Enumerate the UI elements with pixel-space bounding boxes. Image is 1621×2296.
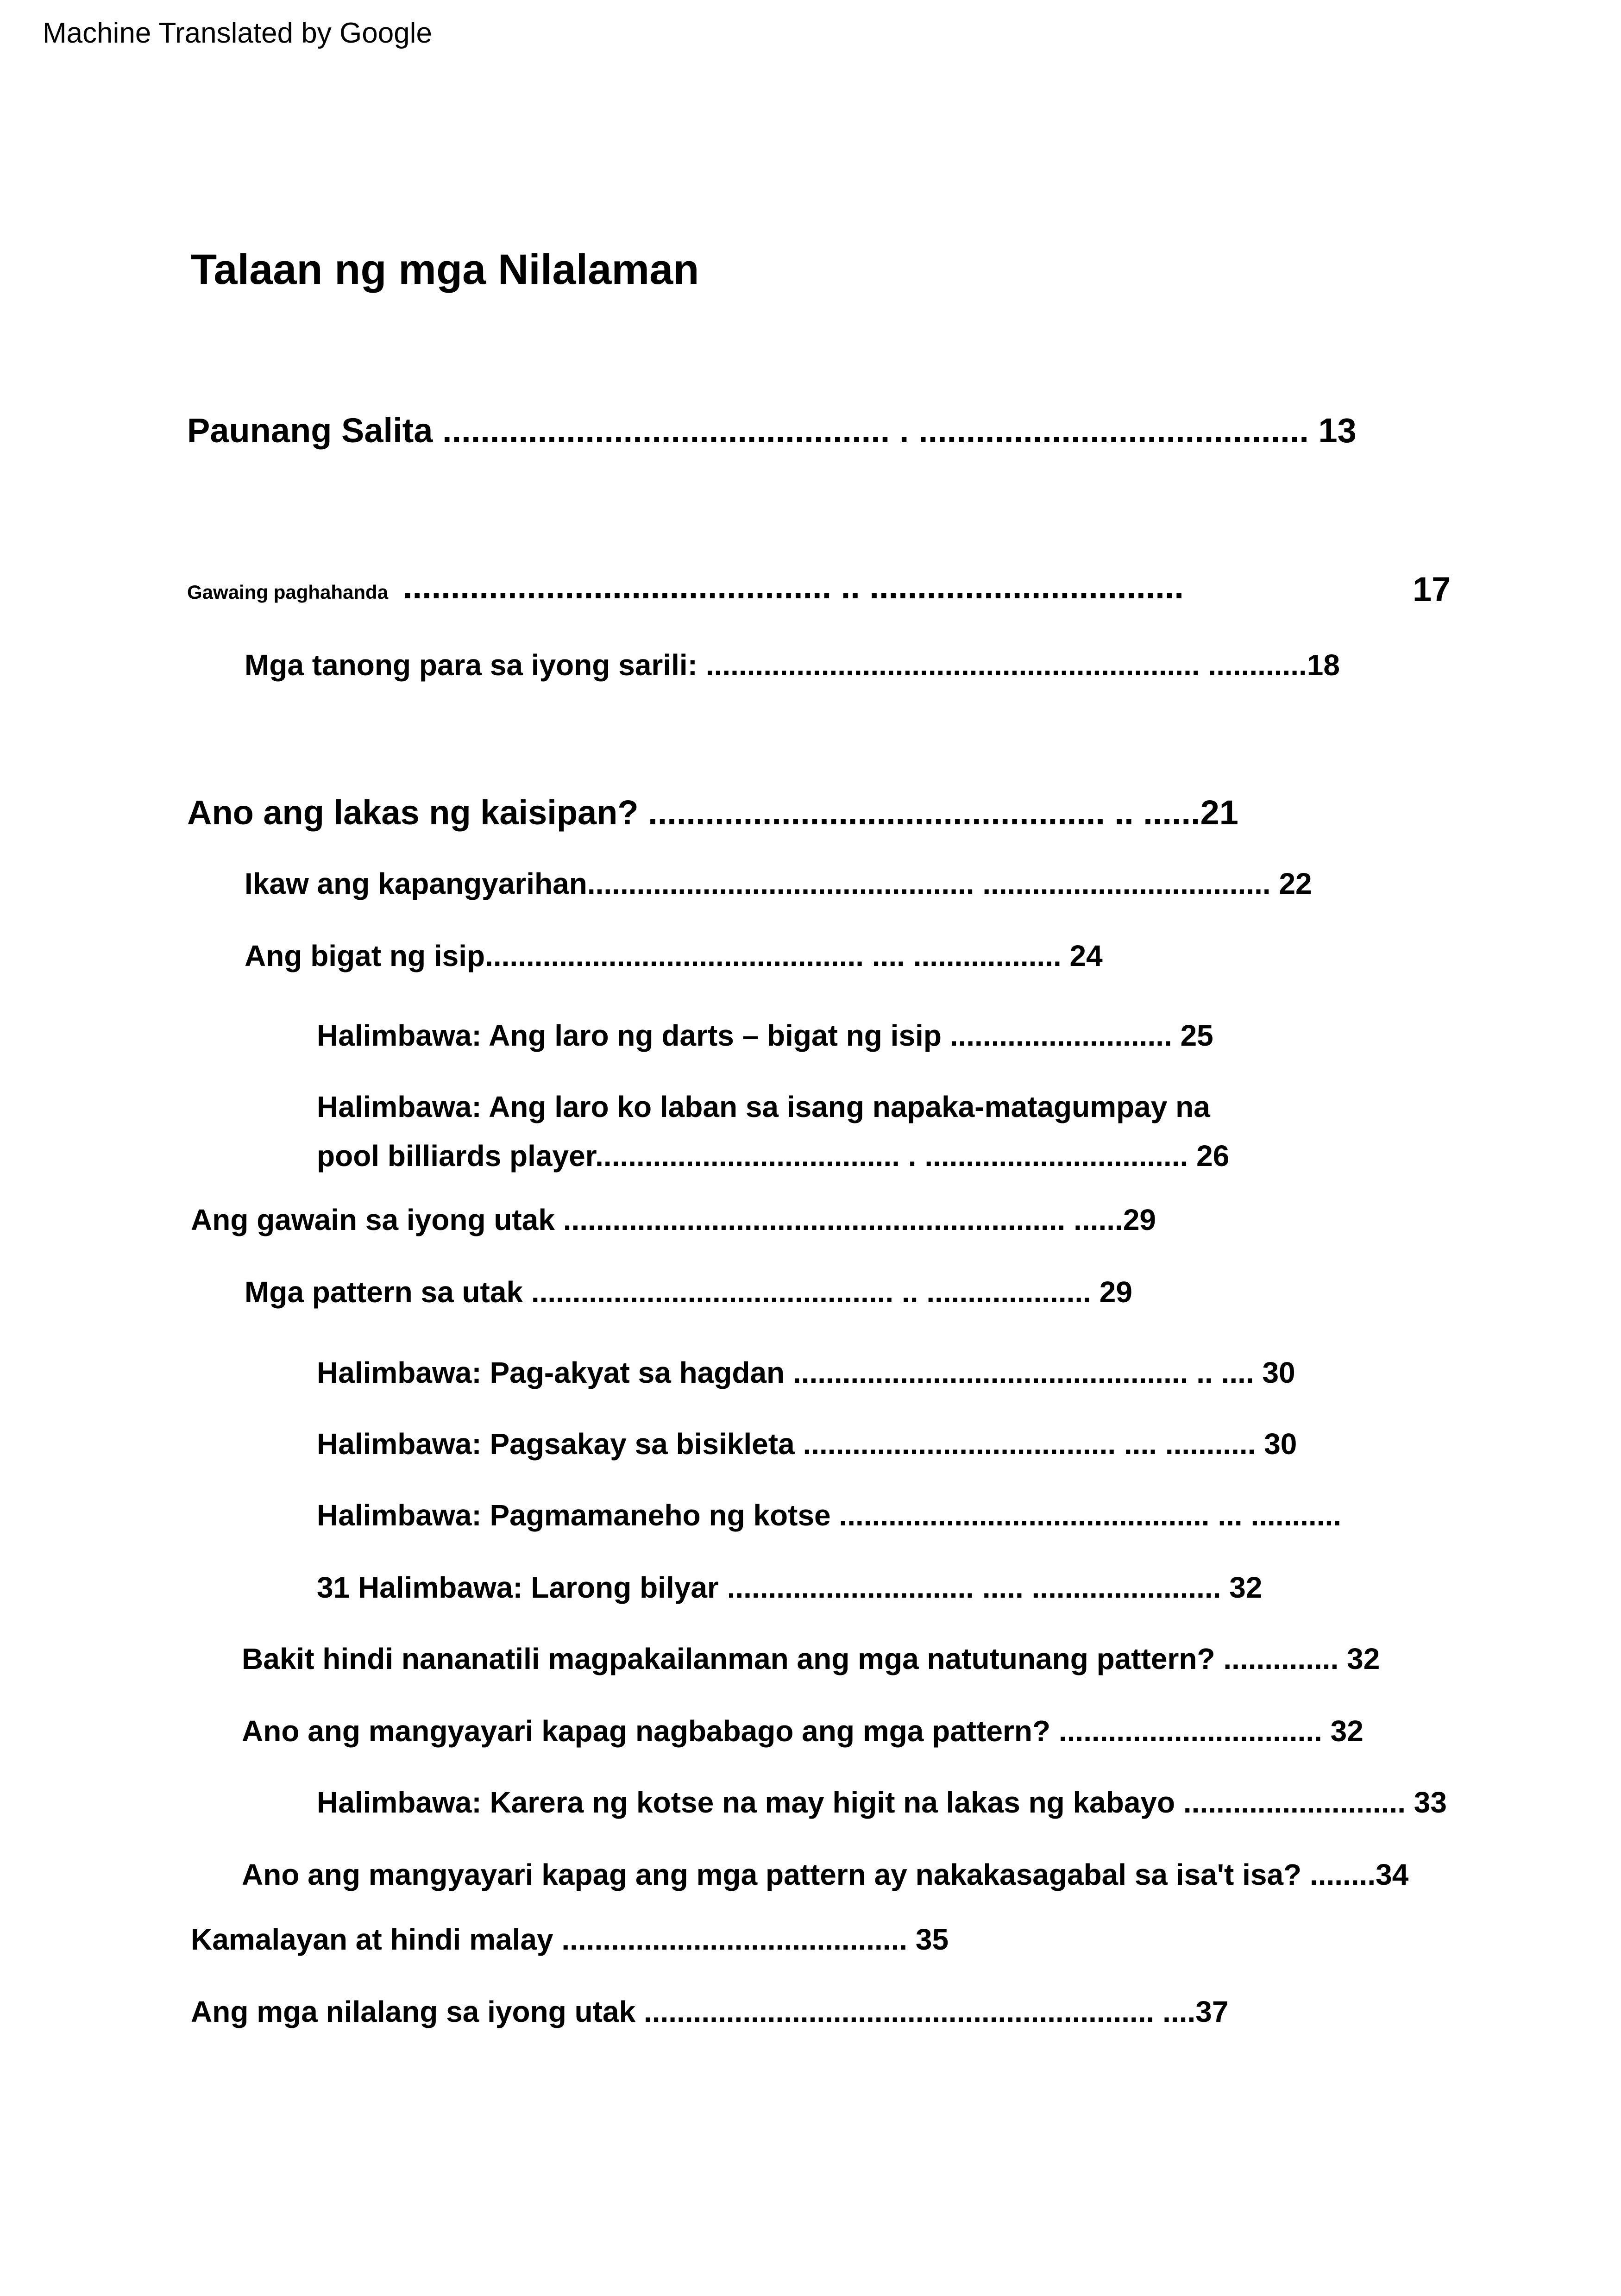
toc-entry-paunang-salita[interactable]: Paunang Salita ............................................... . ......................................... 13 bbox=[187, 411, 1357, 450]
machine-translation-header: Machine Translated by Google bbox=[43, 17, 432, 49]
toc-entry-mga-tanong[interactable]: Mga tanong para sa iyong sarili: ............................................................ ............18 bbox=[245, 648, 1340, 682]
toc-entry-nilalang-sa-utak[interactable]: Ang mga nilalang sa iyong utak .............................................................. ....37 bbox=[191, 1995, 1229, 2028]
toc-entry-gawaing-paghahanda-label[interactable]: Gawaing paghahanda bbox=[187, 581, 389, 603]
toc-entry-pagsakay-sa-bisikleta[interactable]: Halimbawa: Pagsakay sa bisikleta ...................................... .... ........... 30 bbox=[317, 1427, 1297, 1461]
page-title: Talaan ng mga Nilalaman bbox=[191, 246, 699, 293]
toc-entry-gawaing-paghahanda-page[interactable]: 17 bbox=[1413, 570, 1451, 609]
toc-entry-lakas-ng-kaisipan[interactable]: Ano ang lakas ng kaisipan? ................................................ .. ......21 bbox=[187, 793, 1238, 832]
toc-entry-ikaw-ang-kapangyarihan[interactable]: Ikaw ang kapangyarihan............................................... ................................... 22 bbox=[245, 867, 1312, 900]
toc-entry-laro-ko-laban-line1[interactable]: Halimbawa: Ang laro ko laban sa isang napaka-matagumpay na bbox=[317, 1090, 1210, 1123]
toc-entry-laro-ko-laban-line2[interactable]: pool billiards player..................................... . ................................ 26 bbox=[317, 1139, 1230, 1173]
toc-entry-laro-ng-darts[interactable]: Halimbawa: Ang laro ng darts – bigat ng isip ........................... 25 bbox=[317, 1019, 1213, 1052]
toc-entry-pagmamaneho-ng-kotse[interactable]: Halimbawa: Pagmamaneho ng kotse ............................................. ... ........... bbox=[317, 1499, 1342, 1532]
toc-entry-nagbabago-ang-pattern[interactable]: Ano ang mangyayari kapag nagbabago ang mga pattern? ................................ 32 bbox=[242, 1714, 1363, 1748]
toc-entry-bigat-ng-isip[interactable]: Ang bigat ng isip.............................................. .... .................. 24 bbox=[245, 939, 1103, 972]
toc-entry-larong-bilyar[interactable]: 31 Halimbawa: Larong bilyar .............................. ..... ....................... 32 bbox=[317, 1571, 1263, 1604]
toc-entry-gawaing-paghahanda-leader: ............................................. .. ................................. bbox=[403, 567, 1184, 606]
toc-entry-gawain-sa-utak[interactable]: Ang gawain sa iyong utak ............................................................. ......29 bbox=[191, 1203, 1156, 1236]
toc-entry-karera-ng-kotse[interactable]: Halimbawa: Karera ng kotse na may higit na lakas ng kabayo ........................... 33 bbox=[317, 1786, 1447, 1819]
toc-entry-kamalayan[interactable]: Kamalayan at hindi malay .......................................... 35 bbox=[191, 1923, 949, 1956]
toc-entry-pattern-nakakasagabal[interactable]: Ano ang mangyayari kapag ang mga pattern ay nakakasagabal sa isa't isa? ........34 bbox=[242, 1858, 1409, 1891]
toc-entry-pag-akyat-sa-hagdan[interactable]: Halimbawa: Pag-akyat sa hagdan ................................................ .. .... 30 bbox=[317, 1356, 1295, 1389]
toc-entry-mga-pattern-sa-utak[interactable]: Mga pattern sa utak ............................................ .. .................... 29 bbox=[245, 1275, 1132, 1309]
toc-entry-bakit-hindi-nananatili[interactable]: Bakit hindi nananatili magpakailanman ang mga natutunang pattern? .............. 32 bbox=[242, 1642, 1380, 1675]
